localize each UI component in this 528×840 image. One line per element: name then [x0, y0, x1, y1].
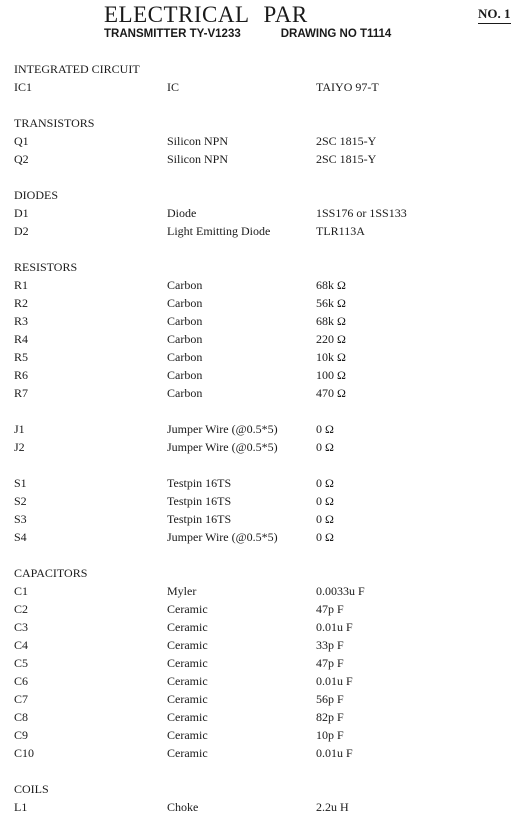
drawing-number: DRAWING NO T1114: [280, 28, 392, 40]
part-row: [14, 726, 514, 744]
section-transistors: [14, 114, 514, 168]
part-reference: C6: [14, 674, 29, 688]
part-description: Carbon: [167, 350, 203, 364]
part-row: [14, 582, 514, 600]
title-word-2: PAR: [263, 2, 308, 27]
part-value: 2SC 1815-Y: [316, 134, 377, 148]
section-title: TRANSISTORS: [14, 116, 95, 130]
part-row: [14, 276, 514, 294]
part-description: Light Emitting Diode: [167, 224, 271, 238]
part-row: [14, 438, 514, 456]
part-reference: S4: [14, 530, 27, 544]
part-description: Carbon: [167, 332, 203, 346]
part-reference: J1: [14, 422, 25, 436]
part-reference: C1: [14, 584, 29, 598]
part-value: 0 Ω: [316, 512, 334, 526]
part-value: 0 Ω: [316, 530, 334, 544]
group-spacer: [14, 456, 514, 474]
part-value: TLR113A: [316, 224, 365, 238]
part-value: 33p F: [316, 638, 344, 652]
part-value: 0 Ω: [316, 440, 334, 454]
part-row: [14, 492, 514, 510]
document-subtitle: [104, 28, 391, 40]
part-reference: R3: [14, 314, 29, 328]
part-reference: L1: [14, 800, 28, 814]
part-reference: D2: [14, 224, 29, 238]
part-description: Myler: [167, 584, 197, 598]
part-description: Silicon NPN: [167, 134, 229, 148]
part-value: 0 Ω: [316, 494, 334, 508]
part-row: [14, 312, 514, 330]
part-value: 82p F: [316, 710, 344, 724]
part-reference: R7: [14, 386, 29, 400]
part-description: Diode: [167, 206, 197, 220]
part-description: Testpin 16TS: [167, 494, 232, 508]
section-title: DIODES: [14, 188, 58, 202]
part-row: [14, 690, 514, 708]
title-word-1: ELECTRICAL: [104, 2, 250, 27]
part-reference: C9: [14, 728, 29, 742]
part-reference: C3: [14, 620, 29, 634]
section-title: RESISTORS: [14, 260, 78, 274]
part-description: Jumper Wire (@0.5*5): [167, 440, 278, 454]
part-value: 0.01u F: [316, 620, 353, 634]
part-value: 100 Ω: [316, 368, 346, 382]
part-value: 68k Ω: [316, 278, 346, 292]
part-reference: C8: [14, 710, 29, 724]
part-reference: C7: [14, 692, 29, 706]
part-row: [14, 528, 514, 546]
part-value: 10k Ω: [316, 350, 346, 364]
part-value: 2SC 1815-Y: [316, 152, 377, 166]
part-reference: Q2: [14, 152, 29, 166]
section-title: INTEGRATED CIRCUIT: [14, 62, 140, 76]
part-reference: R5: [14, 350, 29, 364]
part-row: [14, 366, 514, 384]
part-description: Ceramic: [167, 710, 208, 724]
part-value: 47p F: [316, 602, 344, 616]
part-row: [14, 474, 514, 492]
part-row: [14, 420, 514, 438]
section-resistors: [14, 258, 514, 546]
part-description: Ceramic: [167, 728, 208, 742]
part-description: Testpin 16TS: [167, 512, 232, 526]
group-spacer: [14, 402, 514, 420]
part-value: 56k Ω: [316, 296, 346, 310]
part-value: 470 Ω: [316, 386, 346, 400]
section-capacitors: [14, 564, 514, 762]
part-value: 1SS176 or 1SS133: [316, 206, 407, 220]
section-diodes: [14, 186, 514, 240]
part-description: Ceramic: [167, 674, 208, 688]
part-row: [14, 600, 514, 618]
section-title: COILS: [14, 782, 49, 796]
part-value: 0 Ω: [316, 422, 334, 436]
part-reference: IC1: [14, 80, 32, 94]
part-reference: C5: [14, 656, 29, 670]
part-reference: J2: [14, 440, 25, 454]
part-description: Ceramic: [167, 620, 208, 634]
part-row: [14, 330, 514, 348]
part-reference: C4: [14, 638, 29, 652]
part-reference: C10: [14, 746, 35, 760]
part-description: Ceramic: [167, 692, 208, 706]
part-description: Ceramic: [167, 638, 208, 652]
part-value: 56p F: [316, 692, 344, 706]
part-row: [14, 204, 514, 222]
part-row: [14, 78, 514, 96]
part-row: [14, 744, 514, 762]
section-title: CAPACITORS: [14, 566, 88, 580]
part-reference: S1: [14, 476, 27, 490]
page-number: NO. 1: [478, 6, 511, 24]
part-row: [14, 132, 514, 150]
part-description: Testpin 16TS: [167, 476, 232, 490]
part-value: 68k Ω: [316, 314, 346, 328]
part-value: TAIYO 97-T: [316, 80, 379, 94]
part-reference: R2: [14, 296, 29, 310]
part-row: [14, 798, 514, 816]
transmitter-label: TRANSMITTER TY-V1233: [104, 28, 241, 40]
part-row: [14, 708, 514, 726]
part-value: 0 Ω: [316, 476, 334, 490]
document-title: [104, 2, 308, 28]
part-description: Carbon: [167, 368, 203, 382]
part-reference: Q1: [14, 134, 29, 148]
part-reference: D1: [14, 206, 29, 220]
part-row: [14, 636, 514, 654]
part-description: IC: [167, 80, 179, 94]
part-value: 0.0033u F: [316, 584, 365, 598]
section-coils: [14, 780, 514, 816]
part-reference: R6: [14, 368, 29, 382]
part-description: Jumper Wire (@0.5*5): [167, 530, 278, 544]
part-row: [14, 150, 514, 168]
part-description: Ceramic: [167, 602, 208, 616]
part-description: Ceramic: [167, 746, 208, 760]
part-reference: C2: [14, 602, 29, 616]
part-reference: R4: [14, 332, 29, 346]
part-description: Carbon: [167, 386, 203, 400]
part-row: [14, 654, 514, 672]
part-row: [14, 384, 514, 402]
part-row: [14, 348, 514, 366]
part-description: Carbon: [167, 296, 203, 310]
part-value: 0.01u F: [316, 746, 353, 760]
part-row: [14, 294, 514, 312]
part-value: 47p F: [316, 656, 344, 670]
part-value: 2.2u H: [316, 800, 349, 814]
section-integrated-circuit: [14, 60, 514, 96]
part-reference: S2: [14, 494, 27, 508]
part-row: [14, 222, 514, 240]
part-description: Silicon NPN: [167, 152, 229, 166]
part-row: [14, 618, 514, 636]
part-description: Jumper Wire (@0.5*5): [167, 422, 278, 436]
part-description: Carbon: [167, 314, 203, 328]
part-description: Ceramic: [167, 656, 208, 670]
part-value: 0.01u F: [316, 674, 353, 688]
part-reference: S3: [14, 512, 27, 526]
part-row: [14, 672, 514, 690]
part-reference: R1: [14, 278, 29, 292]
part-description: Carbon: [167, 278, 203, 292]
part-description: Choke: [167, 800, 199, 814]
part-row: [14, 510, 514, 528]
parts-list: [14, 60, 514, 824]
part-value: 220 Ω: [316, 332, 346, 346]
part-value: 10p F: [316, 728, 344, 742]
